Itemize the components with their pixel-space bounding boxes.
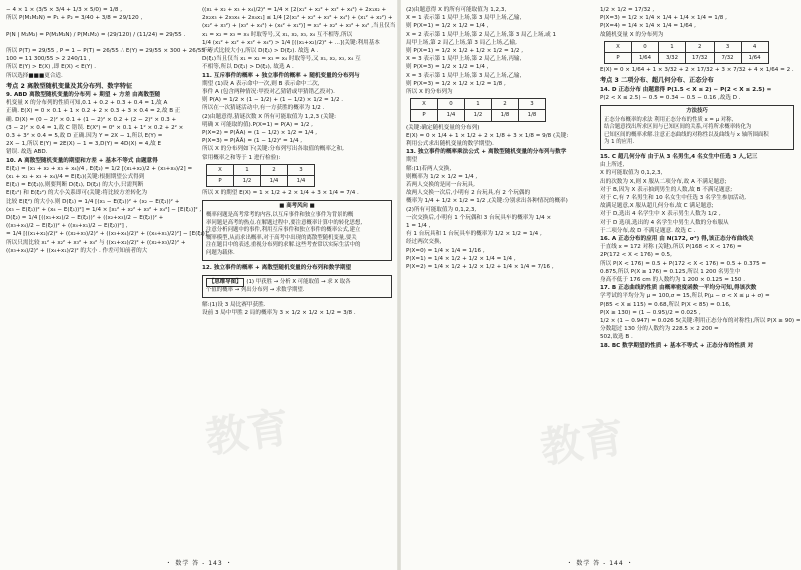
text-line: 正确. E(X) = 0 × 0.1 + 1 × 0.2 + 2 × 0.3 + 3 × 0.4 = 2,故 B 正 xyxy=(6,108,181,115)
mind-map-text: (1) 甲获胜 → 分析 X 可能取值 → 求 X 取各 xyxy=(246,278,351,285)
text-line: 故满足题意,X 服从超几何分布,故 C 满足题意; xyxy=(600,203,714,210)
text-line: P(N | M₁M₂) = P(M₁M₂N) / P(M₁M₂) = (29/120) / (11/24) = 29/55 . xyxy=(6,31,186,38)
info-box-line: 正态分布概率的求法 利用正态分布的性质 x = μ 对称, xyxy=(604,116,734,123)
text-line: 不等式比较大小),所以 D(ξ₁) > D(ξ₂). 故选 A . xyxy=(202,48,319,55)
text-line: E(X) = 0 × 1/4 + 1 × 1/2 + 2 × 1/8 + 3 × 1/8 = 9/8 (关键: xyxy=(406,132,569,139)
text-line: ((x₃+x₄)/2)² + ((x₄+x₁)/2)² 的大小 . 作差可知前者的大 xyxy=(6,247,148,254)
text-line: 1/2 × 1/2 = 17/32 , xyxy=(600,7,655,13)
table-row xyxy=(411,110,546,121)
text-line: P(X ≥ 130) = (1 − 0.95)/2 = 0.025 , xyxy=(600,309,701,316)
watermark-right: 教育 xyxy=(537,412,628,473)
text-line: 100 = 11 300/55 > 2 240/11 , xyxy=(6,56,91,63)
table-cell: 1/2 xyxy=(465,110,492,121)
text-line: P(85 < X ≤ 115) = 0.68,所以 P(X < 85) = 0.16, xyxy=(600,301,731,308)
question-heading: 14. D 正态分布 由题意得 P(1.5 < X ≤ 2) − P(2 < X ≤ 2.5) = xyxy=(600,86,772,93)
text-line: P(X=1) = 1/4 × 1/2 + 1/2 × 1/4 = 1/4 , xyxy=(406,255,516,262)
table-cell: X xyxy=(207,164,234,175)
text-line: 2P(172 < X < 176) = 0.5, xyxy=(600,252,672,259)
info-box xyxy=(202,200,392,260)
text-line xyxy=(6,22,192,30)
text-line: (2)所有可能取值为 0,1,2,3, xyxy=(406,206,477,213)
table-cell: P xyxy=(411,110,438,121)
table-cell: 1/8 xyxy=(519,110,546,121)
text-line: 对于 C,有 7 名男生和 10 名女生中任选 3 名学生参加活动, xyxy=(600,195,747,202)
table-cell: 4 xyxy=(741,41,768,52)
table-cell: P xyxy=(207,176,234,187)
text-line: 一次交换后,小明有 1 个玩偶和 3 台玩具车的概率为 1/4 × xyxy=(406,214,552,221)
text-line: 所以 X 的分布列为 xyxy=(406,89,453,96)
question-heading: 16. A 正态分布的应用 由 N(172, σ²) 得,该正态分布曲线关 xyxy=(600,236,754,243)
text-line: 概率为 1/4 + 1/2 × 1/2 = 1/2 ,(关键:分别求出各种情况的概率) xyxy=(406,198,568,205)
table-cell: 1 xyxy=(234,164,261,175)
text-line: 502,故选 B . xyxy=(600,334,633,341)
text-line: x₁ = x₂ = x₃ = x₄ 时取等号,又 x₁, x₂, x₃, x₄ 互不相等,所以 xyxy=(202,31,353,38)
info-box-line: 问题为载体. xyxy=(206,250,235,257)
text-line: 比较 E(ξ²) 的大小).则 D(ξ₁) = 1/4 [(x₁ − E(ξ₁))² + (x₂ − E(ξ₁))² + xyxy=(6,198,180,205)
text-line: 利用公式求出随机变量的数学期望). xyxy=(406,141,494,148)
table-header-row xyxy=(207,164,315,175)
text-line: E(ξ₁) = (x₁ + x₂ + x₃ + x₄)/4 , E(ξ₂) = 1/2 [(x₁+x₂)/2 + (x₃+x₄)/2] = xyxy=(6,165,193,172)
right-page xyxy=(400,0,800,570)
text-line: (3 − 2)² × 0.4 = 1,故 C 错误. E(X²) = 0² × 0.1 + 1² × 0.2 + 2² × xyxy=(6,124,184,131)
text-line: = 1/4 [((x₁+x₂)/2)² + ((x₂+x₃)/2)² + ((x₃+x₄)/2)² + ((x₄+x₁)/2)²] − [E(ξ₂)]² , xyxy=(6,231,213,238)
text-line: 身高不低于 176 cm 的人数约为 1 200 × 0.125 = 150 . xyxy=(600,277,745,284)
text-line: 故两人交换一次后,小明有 2 台玩具,有 2 个玩偶的 xyxy=(406,190,531,197)
text-line: 则 P(X=3) = 1/2 × 1/2 × 1/2 = 1/8 , xyxy=(406,80,506,87)
table-cell: 1/64 xyxy=(632,53,659,64)
info-box-line: 概率模型,从而求出概率,对于高考中出现的离散型随机变量,要关 xyxy=(206,234,357,241)
page-footer-left: ・ 数学 答 - 143 ・ xyxy=(165,560,233,567)
text-line: 所以 X 的期望 E(X) = 1 × 1/2 + 2 × 1/4 + 3 × 1/4 = 7/4 . xyxy=(202,190,359,197)
question-heading: 9. ABD 离散型随机变量的分布列 + 期望 + 方差 由离散型随 xyxy=(6,92,161,99)
text-line: (x₃ − E(ξ₁))² + (x₄ − E(ξ₁))²] = 1/4 × [x₁² + x₂² + x₃² + x₄²] − [E(ξ₁)]² , xyxy=(6,206,202,213)
text-line: 则概率为 1/2 × 1/2 = 1/4 , xyxy=(406,173,478,180)
table-cell: 1 xyxy=(465,99,492,110)
question-heading: 11. 互斥事件的概率 + 独立事件的概率 + 随机变量的分布列与 xyxy=(202,72,360,79)
table-header-row xyxy=(411,99,546,110)
text-line: 经过两次交换, xyxy=(406,239,442,246)
text-line: 所以在一次猜谜活动中,有一方获胜的概率为 1/2 . xyxy=(202,105,325,112)
text-line: E(X) = 0 × 1/64 + 1 × 3/32 + 2 × 17/32 + 3 × 7/32 + 4 × 1/64 = 2 . xyxy=(600,67,794,74)
table-cell: 3 xyxy=(714,41,741,52)
text-line: 所以只需比较 x₁² + x₂² + x₃² + x₄² 与 ((x₁+x₂)/2)² + ((x₂+x₃)/2)² + xyxy=(6,239,186,246)
text-line: 则 P(X=1) = 1/2 × 1/2 = 1/4 , xyxy=(406,23,489,30)
text-line: 对于 D 选项,选出的 4 名学生中男生人数的分布服从 xyxy=(600,219,729,226)
table-cell: X xyxy=(411,99,438,110)
section-heading: 考点 3 二项分布、超几何分布、正态分布 xyxy=(600,77,714,85)
mind-map-box xyxy=(202,275,392,298)
text-line xyxy=(6,39,192,47)
mind-map-tag: 【思维导图】 xyxy=(206,278,244,288)
text-line: X = 3 表示第 1 局甲上场,第 3 局乙上场,乙输, xyxy=(406,72,522,79)
text-line: 机变量 X 的分布列的性质可知,0.1 + 0.2 + 0.3 + 0.4 = 1,故 A xyxy=(6,100,168,107)
info-box-line: 为 1 的应用. xyxy=(604,139,635,146)
text-line: P(X=2) = 1/4 × 1/2 + 1/2 × 1/2 + 1/4 × 1/4 = 7/16 , xyxy=(406,264,554,271)
table-cell: 3/32 xyxy=(659,53,686,64)
text-line: ((x₃+x₄)/2 − E(ξ₂))² + ((x₄+x₁)/2 − E(ξ₂))²] , xyxy=(6,223,128,230)
left-column-2 xyxy=(202,6,396,552)
text-line: − 4 × 1 × (3/5 × 3/4 + 1/3 × 5/0) = 1/8 , xyxy=(6,7,122,13)
text-line: (2)由题意得 X 的所有可能取值为 1,2,3, xyxy=(406,7,507,13)
text-line: 设前 3 局中甲胜 2 局的概率为 3 × 1/2 × 1/2 × 1/2 = 3/8 . xyxy=(202,310,356,317)
table-cell: 17/32 xyxy=(686,53,715,64)
text-line: 故随机变量 X 的分布列为 xyxy=(600,31,664,38)
text-line: P(X=2) = P(ĀA) = (1 − 1/2) × 1/2 = 1/4 , xyxy=(202,130,318,137)
table-cell: 1/64 xyxy=(741,53,768,64)
table-cell: 3 xyxy=(519,99,546,110)
text-line: 于二项分布,故 D 不满足题意. 故选 C . xyxy=(600,227,696,234)
info-box-line: 注在题目中的表述,重视分布列的求解.这些考查常以实际生活中的 xyxy=(206,242,361,249)
text-line: E(ξ₁²) 和 E(ξ₂²) 的大小关系即可(关键:将比较方差转化为 xyxy=(6,190,148,197)
table-cell: 2 xyxy=(261,164,288,175)
info-box xyxy=(600,105,794,150)
text-line: 不相等,所以 D(ξ₁) > D(ξ₂), 故选 A . xyxy=(202,64,294,71)
text-line: 1/4 (x₁² + x₂² + x₃² + x₄²) > 1/4 [((x₁+x₂)/2)² + ...](关键:利用基本 xyxy=(202,39,380,46)
mind-map-line xyxy=(206,287,388,295)
table-row xyxy=(207,176,315,187)
text-line: 期望 (1)设 A 表示命中一次,则 B 表示命中二次, xyxy=(202,80,320,87)
text-line: 于直线 x = 172 对称 (关键),所以 P(168 < X < 176) = xyxy=(600,244,742,251)
info-box-line: 结合题意找出所求区间与已知区间的关系,可将所求概率转化为 xyxy=(604,124,752,131)
text-line: D(ξ₁)当且仅当 x₁ = x₂ = x₃ = x₄ 时取等号,又 x₁, x₂, x₃, x₄ 互 xyxy=(202,56,361,63)
table-cell: X xyxy=(605,41,632,52)
text-line: 学考试的平均分为 μ = 100,σ = 15,所以 P(μ − σ < X ≤ μ + σ) = xyxy=(600,293,770,300)
text-line: 常用概率之和等于 1 进行检验): xyxy=(202,154,281,161)
text-line: 出的次数为 X,则 X 服从二项分布,故 A 不满足题意; xyxy=(600,178,727,185)
text-line: 事件 A (包含两种情况:甲投对乙猜错或甲猜错乙投对). xyxy=(202,89,335,96)
text-line: P(X=0) = 1/4 × 1/4 = 1/16 , xyxy=(406,247,485,254)
info-box-title: ■ 高考风向 ■ xyxy=(279,203,315,210)
text-line: (x₁ + x₂ + x₃ + x₄)/4 = E(ξ₁)(关键:根据期望公式得到 xyxy=(6,174,145,181)
text-line: P(2 < X ≤ 2.5) − 0.5 = 0.34 − 0.5 − 0.16 ,故选 D . xyxy=(600,94,741,101)
mind-map-text: 个值的概率 → 列出分布列 → 求数学期望. xyxy=(206,287,305,294)
text-line: 所以 X 的分布列如下(关键:分布列写出各取值的概率之和, xyxy=(202,146,344,153)
text-line: 对于 B,因为 X 表示抽到男生的人数,故 B 不满足题意; xyxy=(600,186,733,193)
text-line: P(X=3) = P(ĀĀ) = (1 − 1/2)² = 1/4 , xyxy=(202,138,303,145)
question-heading: 10. A 离散型随机变量的期望和方差 + 基本不等式 由题意得 xyxy=(6,157,158,164)
text-line: 所以 E(Y) > E(X) ,即 E(X) < E(Y) . xyxy=(6,64,97,71)
table-cell: 2 xyxy=(686,41,715,52)
question-heading: 18. BC 数学期望的性质 + 基本不等式 + 正态分布的性质 对 xyxy=(600,342,754,349)
text-line: 所以 P(M₁M₂N) = P₁ + P₂ = 3/40 + 3/8 = 29/120 , xyxy=(6,15,143,22)
text-line: 0.875,所以 P(X ≥ 176) = 0.125,所以 1 200 名男生中 xyxy=(600,268,741,275)
table-cell: 1/8 xyxy=(492,110,519,121)
text-line: 明确 X 可能取的值).P(X=1) = P(A) = 1/2 , xyxy=(202,121,313,128)
table-cell: 1/2 xyxy=(234,176,261,187)
left-column-1 xyxy=(6,6,213,552)
text-line: (关键:确定随机变量的分布列) xyxy=(406,124,480,131)
text-line: 则 P(A) = 1/2 × (1 − 1/2) + (1 − 1/2) × 1/2 = 1/2 . xyxy=(202,97,344,104)
text-line: 有 1 台玩具和 1 台玩具车的概率为 1/2 × 1/2 = 1/4 , xyxy=(406,231,542,238)
text-line: 1/2 × (1 − 0.947) = 0.026 5(关键:利用正态分布的对称性),所以 P(X ≥ 90) = xyxy=(600,318,801,325)
text-line: 局甲上场,第 2 局乙上场,第 3 局乙上场,乙输, xyxy=(406,39,517,46)
text-line: (2)由题意得,猜谜次数 X 所有可能取值为 1,2,3 (关键: xyxy=(202,113,337,120)
text-line: ((x₁ + x₂ + x₃ + x₄)/2)² = 1/4 × [2(x₁² + x₂² + x₃² + x₄²) + 2x₁x₂ + xyxy=(202,7,387,13)
text-line: 由上所述, xyxy=(600,162,625,169)
table-cell: 2 xyxy=(492,99,519,110)
text-line: X = 3 表示第 1 局甲上场,第 2 局乙上场,丙输, xyxy=(406,56,522,63)
distribution-table xyxy=(604,41,769,64)
table-cell: 3 xyxy=(288,164,315,175)
mind-map-line xyxy=(206,278,388,288)
table-cell: P xyxy=(605,53,632,64)
text-line: D(ξ₂) = 1/4 [((x₁+x₂)/2 − E(ξ₂))² + ((x₂+x₃)/2 − E(ξ₂))² + xyxy=(6,215,164,222)
text-line: 确. D(X) = (0 − 2)² × 0.1 + (1 − 2)² × 0.2 + (2 − 2)² × 0.3 + xyxy=(6,116,177,123)
text-line: 所以 P(X < 176) = 0.5 + P(172 < X < 176) = 0.5 + 0.375 = xyxy=(600,260,767,267)
table-cell: 1/4 xyxy=(438,110,465,121)
text-line: 则 P(X=3) = 1/2 × 1/2 = 1/4 , xyxy=(406,64,489,71)
text-line: 所以选择■■■更合适. xyxy=(6,72,63,79)
left-page xyxy=(0,0,398,570)
text-line: P(X=4) = 1/4 × 1/4 × 1/4 = 1/64 , xyxy=(600,23,696,30)
text-line: 2X − 1,所以 E(Y) = 2E(X) − 1 = 3,D(Y) = 4D(X) = 4,故 E xyxy=(6,141,162,148)
text-line: 错误. 故选 ABD. xyxy=(6,149,48,156)
text-line: 则 P(X=1) = 1/2 × 1/2 + 1/2 × 1/2 = 1/2 , xyxy=(406,48,523,55)
text-line: X = 2 表示第 1 局甲上场,第 2 局乙上场,第 3 局乙上场,或 1 xyxy=(406,31,557,38)
section-heading: 考点 2 离散型随机变量及其分布列、数字特征 xyxy=(6,82,133,90)
question-heading: 12. 独立事件的概率 + 离散型随机变量的分布列和数学期望 xyxy=(202,264,352,271)
distribution-table xyxy=(410,98,546,121)
table-cell: 1/4 xyxy=(261,176,288,187)
info-box-line: 率问题是高考的热点.在解题过程中,要注意概率计算中的转化思想, xyxy=(206,219,363,226)
table-cell: 0 xyxy=(438,99,465,110)
table-cell: 1 xyxy=(659,41,686,52)
text-line: (x₂² + x₃²) + (x₃² + x₄²) + (x₄² + x₁²)] = x₁² + x₂² + x₃² + x₄² ,当且仅当 xyxy=(202,23,396,30)
question-heading: 13. 独立事件的概率乘法公式 + 离散型随机变量的分布列与数学 xyxy=(406,149,567,156)
table-cell: 1/4 xyxy=(288,176,315,187)
text-line: 2x₂x₃ + 2x₃x₄ + 2x₄x₁] ≤ 1/4 [2(x₁² + x₂² + x₃² + x₄²) + (x₁² + x₂²) + xyxy=(202,15,393,22)
table-cell: 7/32 xyxy=(714,53,741,64)
info-box-title: 方法技巧 xyxy=(686,108,708,115)
text-line: 所以 P(T) = 29/55 , P = 1 − P(T) = 26/55 ∴ E(Y) = 29/55 × 300 + 26/55 × xyxy=(6,48,212,55)
text-line: X 的可能取值为 0,1,2,3, xyxy=(600,170,663,177)
text-line: 分数超过 130 分的人数约为 228.5 × 2 200 = xyxy=(600,326,719,333)
text-line: 0.3 + 3² × 0.4 = 5,故 D 正确.因为 Y = 2X − 1,所以 E(Y) = xyxy=(6,133,163,140)
table-header-row xyxy=(605,41,769,52)
info-box-line: 概率问题是高考常考的内容,以互斥事件和独立事件为背景的概 xyxy=(206,212,354,219)
text-line: 对于 D,选出 4 名学生中 X 表示男生人数为 1/2 , xyxy=(600,211,721,218)
distribution-table xyxy=(206,164,315,187)
table-row xyxy=(605,53,769,64)
question-heading: 17. B 正态曲线的性质 由概率密度函数一平均分可知,得该次数 xyxy=(600,285,757,292)
text-line: 1 = 1/4 , xyxy=(406,223,431,230)
text-line: 期望 xyxy=(406,157,418,164)
text-line: P(X=3) = 1/2 × 1/4 × 1/4 + 1/4 × 1/4 = 1/8 , xyxy=(600,15,727,22)
text-line: X = 1 表示第 1 局甲上场,第 3 局甲上场,乙输, xyxy=(406,15,522,22)
text-line: 解:(1)若两人交换, xyxy=(406,165,452,172)
question-heading: 15. C 超几何分布 由于从 3 名男生,4 名女生中任选 3 人,记三 xyxy=(600,154,758,160)
table-cell: 0 xyxy=(632,41,659,52)
text-line: E(ξ₁) = E(ξ₂)),则要判断 D(ξ₁), D(ξ₂) 的大小,只需判断 xyxy=(6,182,144,189)
right-column-2 xyxy=(600,6,801,552)
page-footer-right: ・ 数学 答 - 144 ・ xyxy=(566,560,634,567)
text-line: 若两人交换的是同一台玩具, xyxy=(406,182,475,189)
info-box-line: 已知区间的概率求解.注意正态曲线的对称性以及曲线与 x 轴所围面积 xyxy=(604,131,769,138)
info-box-line: 注意分析问题中的事件,利用互斥事件和独立事件的概率公式,建立 xyxy=(206,227,361,234)
watermark-left: 教育 xyxy=(202,402,293,463)
text-line: 解:(1)设 3 局比赛甲获胜. xyxy=(202,302,266,309)
